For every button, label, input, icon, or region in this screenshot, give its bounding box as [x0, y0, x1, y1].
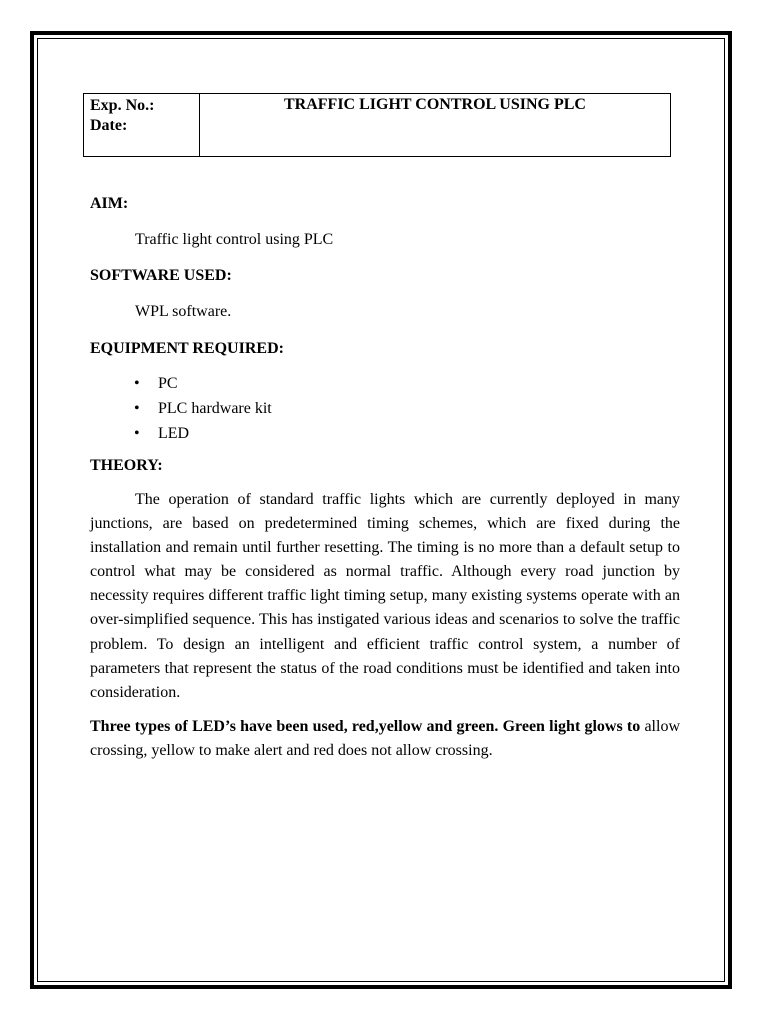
software-heading: SOFTWARE USED: — [90, 267, 232, 284]
experiment-header-table — [83, 93, 671, 157]
equipment-item: PLC hardware kit — [158, 400, 272, 417]
theory-heading: THEORY: — [90, 457, 163, 474]
bullet-icon: • — [134, 425, 140, 442]
list-item — [134, 396, 680, 421]
software-text: WPL software. — [135, 303, 232, 320]
equipment-list — [90, 371, 680, 446]
list-item — [134, 421, 680, 446]
equipment-item: PC — [158, 375, 178, 392]
date-label: Date: — [90, 117, 128, 134]
aim-heading: AIM: — [90, 195, 129, 212]
theory-paragraph: The operation of standard traffic lights which are currently deployed in many junctions, are based on predetermined timing schemes, which are fixed during the installation and remain until further resetting. The timing is no more than a default setup to control what may be considered as normal traffic. Although every road junction by necessity requires different traffic light timing setup, many existing systems operate with an over-simplified sequence. This has instigated various ideas and scenarios to solve the traffic problem. To design an intelligent and efficient traffic control system, a number of parameters that represent the status of the road conditions must be identified and taken into consideration. — [90, 491, 680, 701]
led-rest-text: allow crossing, yellow to make alert and red does not allow crossing. — [90, 717, 681, 759]
bullet-icon: • — [134, 400, 140, 417]
header-meta-cell — [84, 94, 200, 156]
led-bold-text: Three types of LED’s have been used, red,yellow and green. Green light glows to — [90, 717, 641, 735]
document-body — [90, 192, 680, 763]
experiment-title: TRAFFIC LIGHT CONTROL USING PLC — [284, 96, 586, 113]
bullet-icon: • — [134, 375, 140, 392]
equipment-item: LED — [158, 425, 190, 442]
exp-no-label: Exp. No.: — [90, 97, 155, 114]
list-item — [134, 371, 680, 396]
aim-text: Traffic light control using PLC — [135, 231, 334, 248]
equipment-heading: EQUIPMENT REQUIRED: — [90, 340, 284, 357]
led-paragraph — [90, 715, 680, 763]
